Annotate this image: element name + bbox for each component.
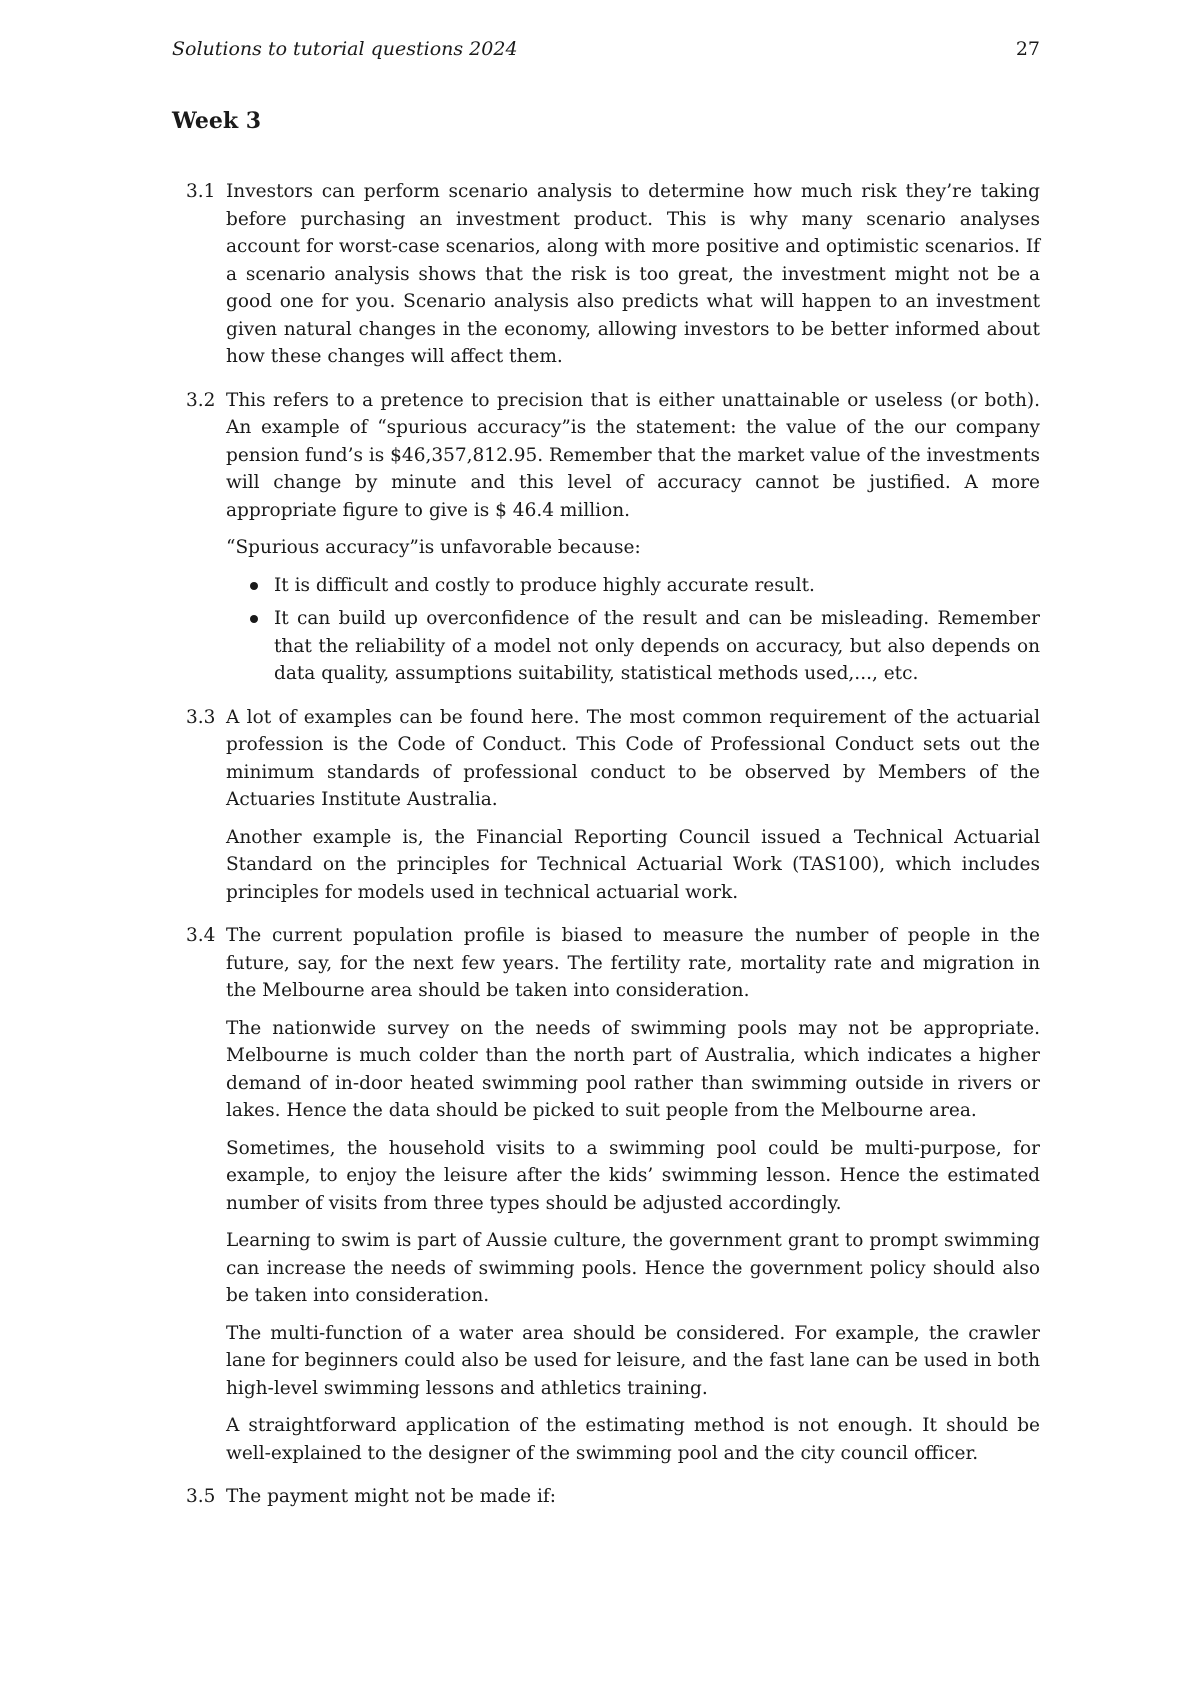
question-3-2: [186, 387, 1040, 688]
page-number: 27: [1015, 38, 1040, 60]
question-number: 3.3: [186, 706, 216, 728]
bullet-text: It is difficult and costly to produce highly accurate result.: [274, 574, 815, 596]
answer-paragraph: Learning to swim is part of Aussie culture, the government grant to prompt swimming can increase the needs of swimming pools. Hence the government policy should also be taken into consideration.: [226, 1230, 1040, 1306]
question-number: 3.5: [186, 1486, 216, 1507]
bullet-text: It can build up overconfidence of the result and can be misleading. Remember that the reliability of a model not only depends on accuracy, but also depends on data quality, assumptions suitability, statistical methods used,..., etc.: [274, 608, 1040, 684]
answer-paragraph: Another example is, the Financial Reporting Council issued a Technical Actuarial Standard on the principles for Technical Actuarial Work (TAS100), which includes principles for models used in technical actuarial work.: [226, 826, 1040, 903]
answer-paragraph: Investors can perform scenario analysis to determine how much risk they’re taking before purchasing an investment product. This is why many scenario analyses account for worst-case scenarios, along with more positive and optimistic scenarios. If a scenario analysis shows that the risk is too great, the investment might not be a good one for you. Scenario analysis also predicts what will happen to an investment given natural changes in the economy, allowing investors to be better informed about how these changes will affect them.: [226, 181, 1040, 367]
week-heading: Week 3: [172, 108, 262, 134]
bullet-list: [226, 572, 1040, 688]
answer-paragraph: The current population profile is biased to measure the number of people in the future, say, for the next few years. The fertility rate, mortality rate and migration in the Melbourne area should be taken into consideration.: [226, 925, 1040, 1001]
answer-paragraph: Sometimes, the household visits to a swimming pool could be multi-purpose, for example, to enjoy the leisure after the kids’ swimming lesson. Hence the estimated number of visits from three types should be adjusted accordingly.: [226, 1137, 1040, 1214]
question-3-5: [186, 1483, 1040, 1511]
answer-paragraph: “Spurious accuracy”is unfavorable because:: [226, 537, 641, 558]
question-number: 3.1: [186, 181, 216, 202]
question-3-4: [186, 922, 1040, 1467]
answer-paragraph: The payment might not be made if:: [226, 1486, 556, 1507]
answer-paragraph: A lot of examples can be found here. The most common requirement of the actuarial profession is the Code of Conduct. This Code of Professional Conduct sets out the minimum standards of professional conduct to be observed by Members of the Actuaries Institute Australia.: [226, 706, 1040, 810]
running-header: [172, 38, 1040, 66]
question-number: 3.4: [186, 925, 216, 946]
bullet-item: [274, 572, 1040, 600]
questions-list: [186, 178, 1040, 1527]
question-3-3: [186, 704, 1040, 907]
bullet-icon: [250, 582, 258, 590]
answer-paragraph: The nationwide survey on the needs of swimming pools may not be appropriate. Melbourne is much colder than the north part of Australia, which indicates a higher demand of in-door heated swimming pool rather than swimming outside in rivers or lakes. Hence the data should be picked to suit people from the Melbourne area.: [226, 1017, 1040, 1121]
bullet-icon: [250, 615, 258, 623]
answer-paragraph: A straightforward application of the estimating method is not enough. It should be well-explained to the designer of the swimming pool and the city council officer.: [226, 1415, 1040, 1464]
question-number: 3.2: [186, 389, 216, 411]
bullet-item: [274, 605, 1040, 688]
running-title: Solutions to tutorial questions 2024: [172, 38, 518, 60]
question-3-1: [186, 178, 1040, 371]
answer-paragraph: The multi-function of a water area should be considered. For example, the crawler lane for beginners could also be used for leisure, and the fast lane can be used in both high-level swimming lessons and athletics training.: [226, 1322, 1040, 1399]
answer-paragraph: This refers to a pretence to precision that is either unattainable or useless (or both). An example of “spurious accuracy”is the statement: the value of the our company pension fund’s is $46,357,812.95. Remember that the market value of the investments will change by minute and this level of accuracy cannot be justified. A more appropriate figure to give is $ 46.4 million.: [226, 389, 1040, 521]
